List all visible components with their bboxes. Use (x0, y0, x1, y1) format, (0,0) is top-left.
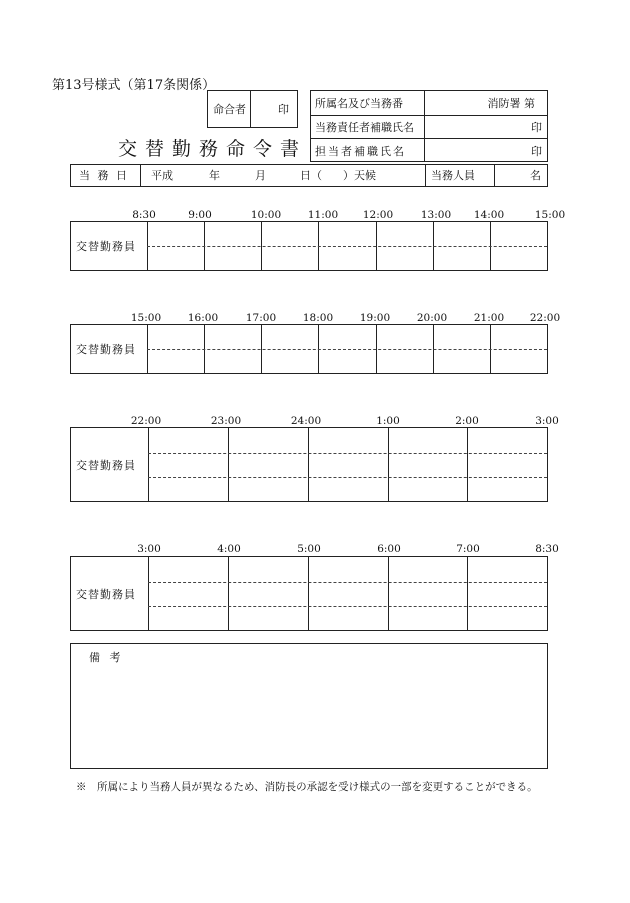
time-label: 3:00 (137, 543, 161, 555)
time-label: 13:00 (420, 209, 452, 221)
time-label: 22:00 (130, 415, 162, 427)
row-label: 交替勤務員 (76, 240, 136, 253)
time-label: 3:00 (535, 415, 559, 427)
time-label: 10:00 (250, 209, 282, 221)
commander-box (207, 90, 298, 128)
affiliation-value[interactable]: 消防署 第 (487, 97, 535, 110)
shift-grid-1[interactable] (70, 221, 548, 271)
staff-count-label: 当務人員 (431, 169, 475, 182)
time-label: 14:00 (473, 209, 505, 221)
time-label: 23:00 (210, 415, 242, 427)
weather-label[interactable]: 天候 (354, 169, 376, 182)
time-label: 20:00 (416, 312, 448, 324)
duty-date-row (70, 164, 548, 187)
row-label: 交替勤務員 (76, 588, 136, 601)
time-label: 1:00 (376, 415, 400, 427)
shift-grid-3[interactable] (70, 427, 548, 502)
time-label: 2:00 (455, 415, 479, 427)
time-label: 4:00 (217, 543, 241, 555)
time-label: 21:00 (473, 312, 505, 324)
time-label: 15:00 (534, 209, 566, 221)
staff-in-charge-label: 担当者補職氏名 (315, 145, 406, 158)
era-label: 平成 (151, 169, 173, 182)
shift-grid-4[interactable] (70, 556, 548, 631)
row-label: 交替勤務員 (76, 343, 136, 356)
time-label: 5:00 (297, 543, 321, 555)
time-label: 22:00 (529, 312, 561, 324)
time-label: 8:30 (535, 543, 559, 555)
time-label: 18:00 (302, 312, 334, 324)
month-label[interactable]: 月 (255, 169, 266, 182)
commander-label: 命合者 (213, 103, 246, 116)
form-number: 第13号様式（第17条関係） (52, 78, 216, 93)
time-label: 16:00 (187, 312, 219, 324)
time-label: 24:00 (290, 415, 322, 427)
duty-date-label: 当 務 日 (79, 169, 129, 182)
form-title: 交替勤務命令書 (118, 138, 308, 160)
time-label: 15:00 (130, 312, 162, 324)
time-label: 8:30 (132, 209, 156, 221)
staff-count-unit[interactable]: 名 (530, 169, 541, 182)
time-label: 12:00 (362, 209, 394, 221)
affiliation-label: 所属名及び当務番 (315, 97, 403, 110)
remarks-box[interactable] (70, 643, 548, 769)
shift-grid-2[interactable] (70, 324, 548, 374)
row-label: 交替勤務員 (76, 459, 136, 472)
time-label: 7:00 (456, 543, 480, 555)
footnote: ※ 所属により当務人員が異なるため、消防長の承認を受け様式の一部を変更することができる。 (76, 781, 538, 793)
day-label[interactable]: 日（ (300, 169, 322, 182)
time-labels-block-4 (0, 544, 630, 556)
duty-chief-seal[interactable]: 印 (531, 121, 542, 134)
year-label[interactable]: 年 (209, 169, 220, 182)
staff-in-charge-seal[interactable]: 印 (531, 145, 542, 158)
responsibility-table (310, 90, 548, 162)
paren-close: ） (343, 169, 354, 182)
remarks-label: 備 考 (89, 651, 124, 664)
time-label: 17:00 (245, 312, 277, 324)
time-label: 19:00 (359, 312, 391, 324)
time-label: 9:00 (188, 209, 212, 221)
duty-chief-label: 当務責任者補職氏名 (315, 121, 414, 134)
commander-seal[interactable]: 印 (278, 103, 289, 116)
time-label: 11:00 (307, 209, 339, 221)
time-label: 6:00 (377, 543, 401, 555)
